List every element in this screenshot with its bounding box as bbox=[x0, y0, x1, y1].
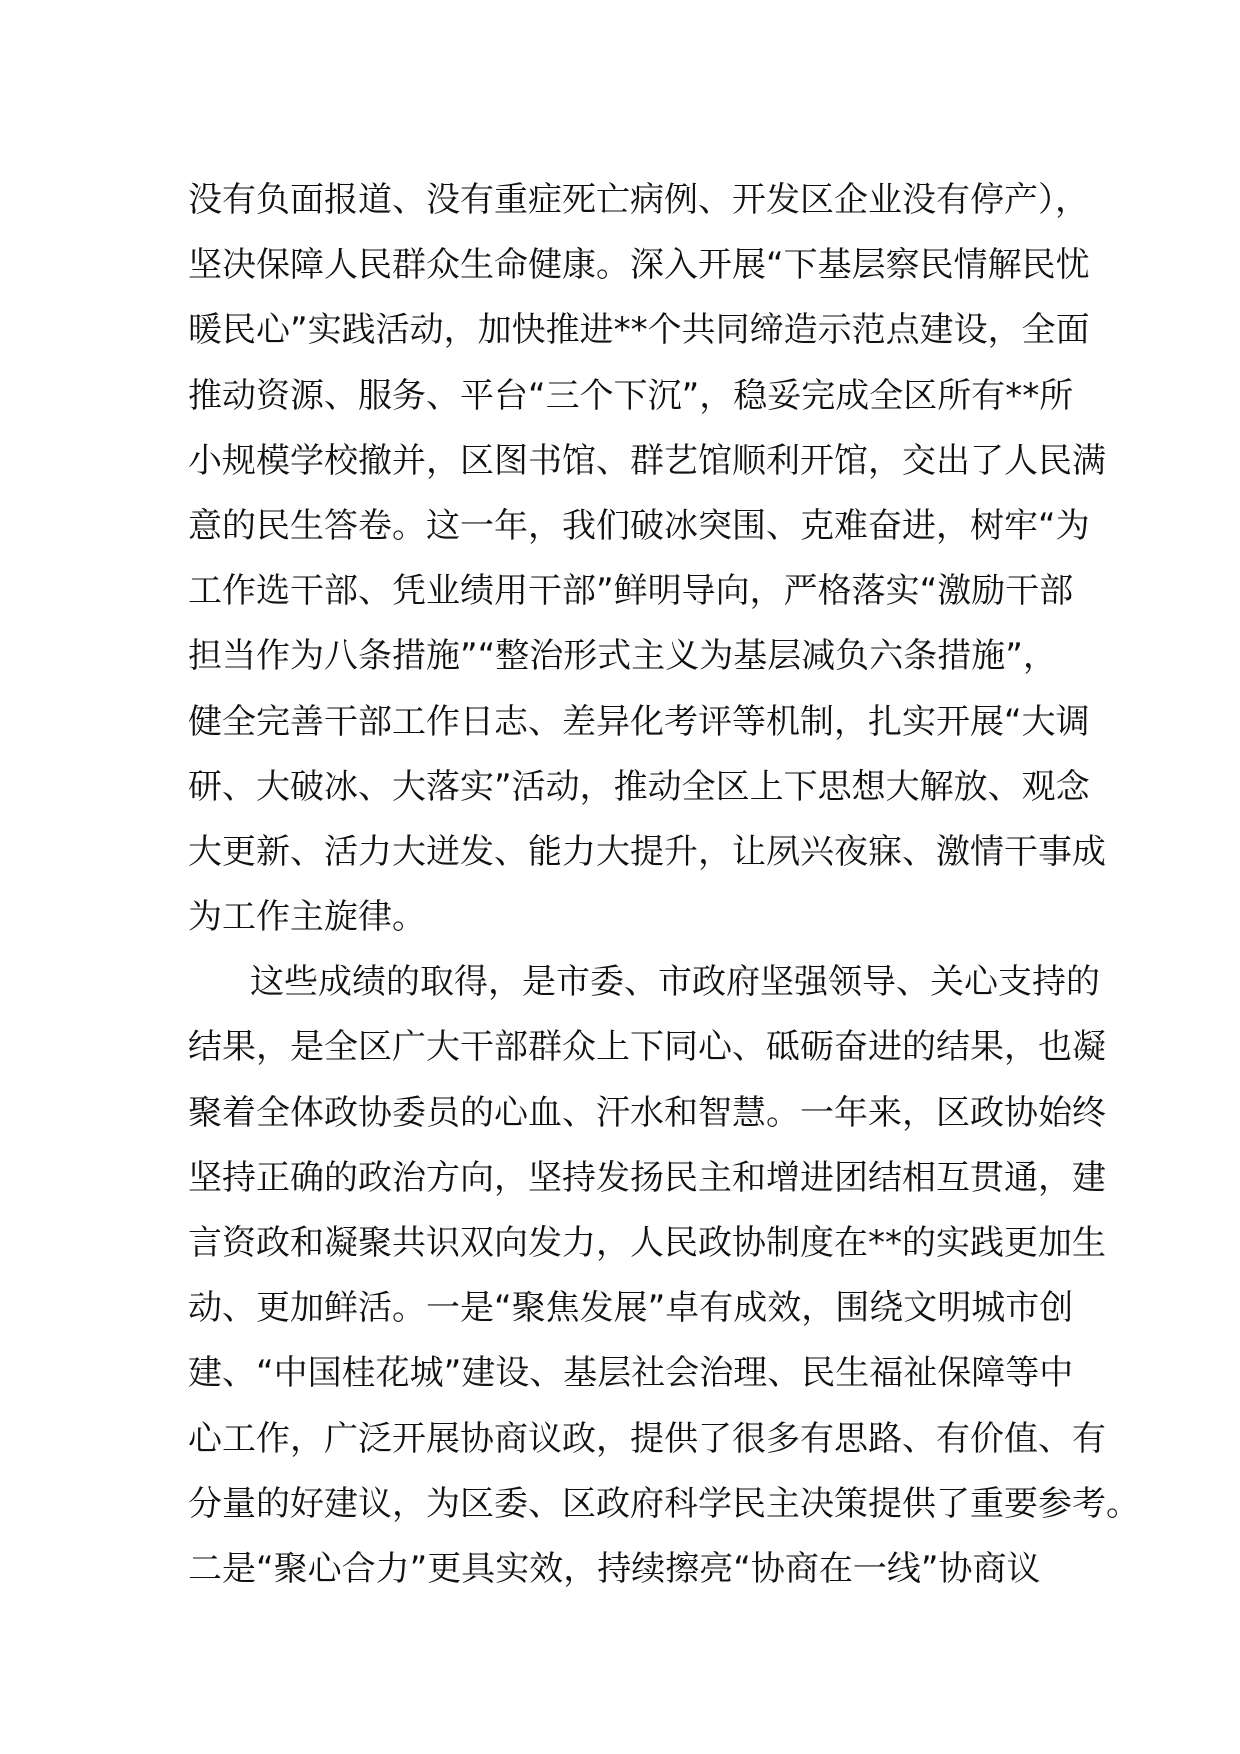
text-line: 研、大破冰、大落实”活动，推动全区上下思想大解放、观念 bbox=[188, 766, 1090, 807]
text-line: 建、“中国桂花城”建设、基层社会治理、民生福祉保障等中 bbox=[188, 1353, 1074, 1394]
text-line: 坚决保障人民群众生命健康。深入开展“下基层察民情解民忧 bbox=[188, 245, 1090, 286]
paragraph-start-line: 这些成绩的取得，是市委、市政府坚强领导、关心支持的 bbox=[250, 962, 1100, 1003]
text-line: 工作选干部、凭业绩用干部”鲜明导向，严格落实“激励干部 bbox=[188, 571, 1074, 612]
text-line: 结果，是全区广大干部群众上下同心、砥砺奋进的结果，也凝 bbox=[188, 1027, 1106, 1068]
text-line: 聚着全体政协委员的心血、汗水和智慧。一年来，区政协始终 bbox=[188, 1092, 1106, 1133]
text-line: 言资政和凝聚共识双向发力，人民政协制度在**的实践更加生 bbox=[188, 1223, 1106, 1263]
body-text bbox=[188, 168, 1140, 1602]
text-line: 暖民心”实践活动，加快推进**个共同缔造示范点建设，全面 bbox=[188, 310, 1090, 351]
text-line: 健全完善干部工作日志、差异化考评等机制，扎实开展“大调 bbox=[188, 701, 1090, 742]
text-line: 没有负面报道、没有重症死亡病例、开发区企业没有停产）， bbox=[188, 180, 1089, 220]
text-line: 大更新、活力大迸发、能力大提升，让夙兴夜寐、激情干事成 bbox=[188, 831, 1106, 872]
text-line: 坚持正确的政治方向，坚持发扬民主和增进团结相互贯通，建 bbox=[188, 1157, 1106, 1198]
text-line: 小规模学校撤并，区图书馆、群艺馆顺利开馆，交出了人民满 bbox=[188, 440, 1106, 481]
text-line: 分量的好建议，为区委、区政府科学民主决策提供了重要参考。 bbox=[188, 1483, 1140, 1524]
text-line: 二是“聚心合力”更具实效，持续擦亮“协商在一线”协商议 bbox=[188, 1548, 1041, 1589]
text-line: 推动资源、服务、平台“三个下沉”，稳妥完成全区所有**所 bbox=[188, 375, 1074, 416]
text-line: 担当作为八条措施”“整治形式主义为基层减负六条措施”， bbox=[188, 636, 1057, 677]
text-line: 心工作，广泛开展协商议政，提供了很多有思路、有价值、有 bbox=[188, 1418, 1106, 1459]
text-line: 意的民生答卷。这一年，我们破冰突围、克难奋进，树牢“为 bbox=[188, 505, 1090, 546]
text-line: 为工作主旋律。 bbox=[188, 897, 426, 938]
text-line: 动、更加鲜活。一是“聚焦发展”卓有成效，围绕文明城市创 bbox=[188, 1288, 1074, 1329]
